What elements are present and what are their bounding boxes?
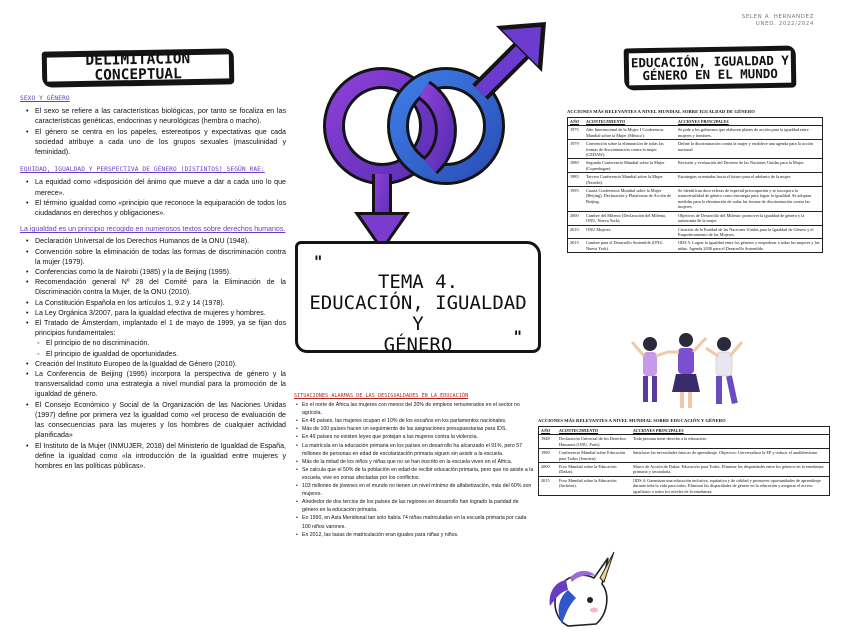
tema-line3: GÉNERO xyxy=(383,334,453,356)
table-header: ACCIONES PRINCIPALES xyxy=(678,119,729,124)
table-header: ACCIONES PRINCIPALES xyxy=(633,428,684,433)
table-cell: 2010 xyxy=(568,225,584,239)
table-cell: ODS 5: Lograr la igualdad entre los géneros y empoderar a todas las mujeres y las niñas. Agenda 2030 para el Desarrollo Sostenible. xyxy=(676,239,822,252)
table-header: ACONTECIMIENTO xyxy=(559,428,599,433)
list-item: • El género se centra en los papeles, estereotipos y expectativas que cada sociedad atribuye a cada uno de los grupos sexuales (masculinidad y feminidad). xyxy=(20,127,286,158)
tema-line2: EDUCACIÓN, IGUALDAD Y xyxy=(309,292,527,335)
table-cell: Cumbre del Milenio (Declaración del Milenio, ONU, Nueva York). xyxy=(584,211,676,225)
table-igualdad-title: ACCIONES MÁS RELEVANTES A NIVEL MUNDIAL SOBRE IGUALDAD DE GÉNERO xyxy=(567,109,755,114)
list-item: • El Tratado de Ámsterdam, implantado el 1 de mayo de 1999, ya se fijan dos principios fundamentales: xyxy=(20,318,286,338)
heading-right-line2: GÉNERO EN EL MUNDO xyxy=(642,65,778,84)
table-cell: Conferencia Mundial sobre Educación para Todos (Jomtien). xyxy=(557,449,631,463)
author-block xyxy=(742,14,814,28)
table-cell: ODS 4: Garantizar una educación inclusiva, equitativa y de calidad y promover oportunidades de aprendizaje durante toda la vida para todos. Eliminar las disparidades de género en la educación y asegurar el acceso igualitario a todos los niveles de la enseñanza. xyxy=(631,476,829,495)
table-cell: Toda persona tiene derecho a la educación. xyxy=(631,435,829,449)
list-item: • Conferencias como la de Nairobi (1985) y la de Beijing (1995). xyxy=(20,267,286,277)
list-item: • Alrededor de dos tercios de los países de las regiones en desarrollo han logrado la paridad de género en la educación primaria. xyxy=(294,498,534,514)
table-cell: 2015 xyxy=(539,476,557,495)
table-cell: Marco de Acción de Dakar: Educación para Todos. Eliminar las disparidades entre los géneros en la enseñanza primaria y secundaria. xyxy=(631,463,829,477)
table-cell: Objetivos de Desarrollo del Milenio: promover la igualdad de género y la autonomía de la mujer. xyxy=(676,211,822,225)
sexo-title: SEXO Y GÉNERO xyxy=(20,95,70,102)
table-cell: Creación de la Entidad de las Naciones Unidas para la Igualdad de Género y el Empoderamiento de las Mujeres. xyxy=(676,225,822,239)
heading-left-brush xyxy=(42,48,235,87)
tema-box xyxy=(295,241,541,356)
table-row xyxy=(539,435,829,449)
list-item: • El sexo se refiere a las características biológicas, por tanto se focaliza en las características genéticas, endocrinas y neurológicas (hembra o macho). xyxy=(20,106,286,126)
table-header: AÑO xyxy=(570,119,580,124)
desigualdades-section xyxy=(294,392,534,539)
list-item: • Se calcula que el 50% de la población en edad de recibir educación primaria, pero que no asiste a la escuela, vive en zonas afectadas por los conflictos. xyxy=(294,466,534,482)
heading-right xyxy=(629,51,792,86)
list-item: • La Constitución Española en los artículos 1, 9.2 y 14 (1978). xyxy=(20,298,286,308)
equidad-list xyxy=(20,177,286,218)
table-cell: Revisión y evaluación del Decenio de las Naciones Unidas para la Mujer. xyxy=(676,159,822,173)
table-cell: Declaración Universal de los Derechos Humanos (ONU, París). xyxy=(557,435,631,449)
table-row xyxy=(568,225,822,239)
table-cell: Convención sobre la eliminación de todas las formas de discriminación contra la mujer (CEDAW). xyxy=(584,140,676,159)
list-item: • En 45 países, las mujeres ocupan el 10% de los escaños en los parlamentos nacionales. xyxy=(294,417,534,425)
sexo-list xyxy=(20,106,286,157)
table-cell: Se pide a los gobiernos que elaboren planes de acción para la igualdad entre mujeres y hombres. xyxy=(676,126,822,140)
igualdad-list xyxy=(20,236,286,471)
table-row xyxy=(568,159,822,173)
table-cell: Foro Mundial sobre la Educación (Dakar). xyxy=(557,463,631,477)
female-male-symbol-icon xyxy=(290,16,570,266)
table-row xyxy=(539,476,829,495)
table-header: AÑO xyxy=(541,428,551,433)
list-item: • El Instituto de la Mujer (INMUJER, 2018) del Ministerio de Igualdad de España, define la igualdad como «la introducción de la igualdad entre mujeres y hombres en las políticas públicas». xyxy=(20,441,286,472)
list-item: • La Ley Orgánica 3/2007, para la igualdad efectiva de mujeres y hombres. xyxy=(20,308,286,318)
desigualdades-title: SITUACIONES ALARMAS DE LAS DESIGUALDADES EN LA EDUCACIÓN xyxy=(294,393,469,399)
list-item: • En 49 países no existen leyes que protejan a las mujeres contra la violencia. xyxy=(294,433,534,441)
table-cell: Se identifican doce esferas de especial preocupación y se incorpora la transversalidad de género como estrategia para lograr la igualdad. Se adoptan medidas para la eliminación de todas las formas de discriminación contra las mujeres. xyxy=(676,187,822,212)
table-educacion-title: ACCIONES MÁS RELEVANTES A NIVEL MUNDIAL SOBRE EDUCACIÓN Y GÉNERO xyxy=(538,418,726,423)
author-name: SELEN A. HERNANDEZ xyxy=(741,14,814,20)
heading-left: DELIMITACIÓN CONCEPTUAL xyxy=(47,54,229,81)
sub-list-item: ◦ El principio de igualdad de oportunidades. xyxy=(20,349,286,359)
list-item: • La equidad como «disposición del ánimo que mueve a dar a cada uno lo que merece». xyxy=(20,177,286,197)
left-column xyxy=(20,94,286,471)
list-item: • En el norte de África las mujeres con menos del 20% de empleos remunerados en el sector no agrícola. xyxy=(294,401,534,417)
table-cell: 1985 xyxy=(568,173,584,187)
list-item: • Recomendación general Nº 28 del Comité para la Eliminación de la Discriminación contra la Mujer, de la ONU (2010). xyxy=(20,277,286,297)
heading-right-brush xyxy=(624,46,797,91)
table-cell: 1980 xyxy=(568,159,584,173)
table-cell: Estrategias orientadas hacia el futuro para el adelanto de la mujer. xyxy=(676,173,822,187)
list-item: • 103 millones de jóvenes en el mundo no tienen un nivel mínimo de alfabetización, más del 60% son mujeres. xyxy=(294,482,534,498)
table-cell: Define la discriminación contra la mujer y establece una agenda para la acción nacional. xyxy=(676,140,822,159)
list-item: • Declaración Universal de los Derechos Humanos de la ONU (1948). xyxy=(20,236,286,246)
table-row xyxy=(539,463,829,477)
tema-open-quote: " xyxy=(314,252,323,271)
table-cell: 1990 xyxy=(539,449,557,463)
list-item: • Más de 100 países hacen un seguimiento de las asignaciones presupuestarias para IDS. xyxy=(294,425,534,433)
list-item: • La Conferencia de Beijing (1995) incorpora la perspectiva de género y la transversalidad como una estrategia a nivel mundial para la promoción de la igualdad de género. xyxy=(20,369,286,400)
table-educacion-grid xyxy=(539,427,829,495)
table-educacion xyxy=(538,418,830,496)
list-item: • Creación del Instituto Europeo de la Igualdad de Género (2010). xyxy=(20,359,286,369)
dancing-people-illustration xyxy=(628,330,748,414)
table-cell: 2000 xyxy=(568,211,584,225)
list-item: • Más de la mitad de los niños y niñas que no se han inscrito en la escuela viven en el África. xyxy=(294,458,534,466)
table-cell: Satisfacer las necesidades básicas de aprendizaje. Objetivos: Universalizar la EP y reducir el analfabetismo. xyxy=(631,449,829,463)
table-cell: Año Internacional de la Mujer. I Conferencia Mundial sobre la Mujer (México). xyxy=(584,126,676,140)
list-item: • En 2012, las tasas de matriculación eran iguales para niñas y niños. xyxy=(294,531,534,539)
igualdad-intro: La igualdad es un principio recogido en numerosos textos sobre derechos humanos. xyxy=(20,225,286,234)
sub-list-item: ◦ El principio de no discriminación. xyxy=(20,338,286,348)
table-row xyxy=(568,140,822,159)
table-cell: 2000 xyxy=(539,463,557,477)
table-header: ACONTECIMIENTO xyxy=(586,119,626,124)
list-item: • El término igualdad como «principio que reconoce la equiparación de todos los ciudadanos en derechos y obligaciones». xyxy=(20,198,286,218)
table-cell: Segunda Conferencia Mundial sobre la Mujer (Copenhague). xyxy=(584,159,676,173)
table-cell: 1979 xyxy=(568,140,584,159)
table-cell: 1948 xyxy=(539,435,557,449)
list-item: • Convención sobre la eliminación de todas las formas de discriminación contra la mujer (1979). xyxy=(20,247,286,267)
desigualdades-list xyxy=(294,401,534,539)
tema-close-quote: " xyxy=(513,327,522,346)
table-row xyxy=(568,187,822,212)
table-row xyxy=(568,239,822,252)
table-row xyxy=(568,211,822,225)
list-item: • En 1990, en Asia Meridional tan solo había 74 niñas matriculadas en la escuela primaria por cada 100 niños varones. xyxy=(294,514,534,530)
table-cell: 1975 xyxy=(568,126,584,140)
tema-title xyxy=(298,272,538,356)
unicorn-icon xyxy=(538,548,624,632)
table-row xyxy=(568,126,822,140)
table-cell: Cuarta Conferencia Mundial sobre la Mujer (Beijing). Declaración y Plataforma de Acción de Beijing. xyxy=(584,187,676,212)
table-row xyxy=(568,173,822,187)
list-item: • La matrícula en la educación primaria en los países en desarrollo ha alcanzado el 91%, pero 57 millones de personas en edad de escolarización primaria siguen sin asistir a la escuela. xyxy=(294,442,534,458)
table-igualdad xyxy=(567,109,823,253)
table-cell: ONU Mujeres. xyxy=(584,225,676,239)
equidad-title: EQUIDAD, IGUALDAD Y PERSPECTIVA DE GÉNERO (DISTINTOS) SEGÚN RAE: xyxy=(20,166,265,174)
table-cell: 2015 xyxy=(568,239,584,252)
heading-right-line1: EDUCACIÓN, IGUALDAD Y xyxy=(630,52,790,71)
list-item: • El Consejo Económico y Social de la Organización de las Naciones Unidas (1997) define por primera vez la igualdad como «el proceso de evaluación de las consecuencias para las mujeres y los hombres de cualquier actividad planificada» xyxy=(20,400,286,441)
table-igualdad-grid xyxy=(568,118,822,252)
author-group: UNED. 2022/2024 xyxy=(755,21,814,27)
tema-line1: TEMA 4. xyxy=(377,271,459,293)
table-cell: 1995 xyxy=(568,187,584,212)
table-cell: Cumbre para el Desarrollo Sostenible (ONU, Nueva York). xyxy=(584,239,676,252)
table-cell: Tercera Conferencia Mundial sobre la Mujer (Nairobi). xyxy=(584,173,676,187)
table-cell: Foro Mundial sobre la Educación (Incheon). xyxy=(557,476,631,495)
table-row xyxy=(539,449,829,463)
